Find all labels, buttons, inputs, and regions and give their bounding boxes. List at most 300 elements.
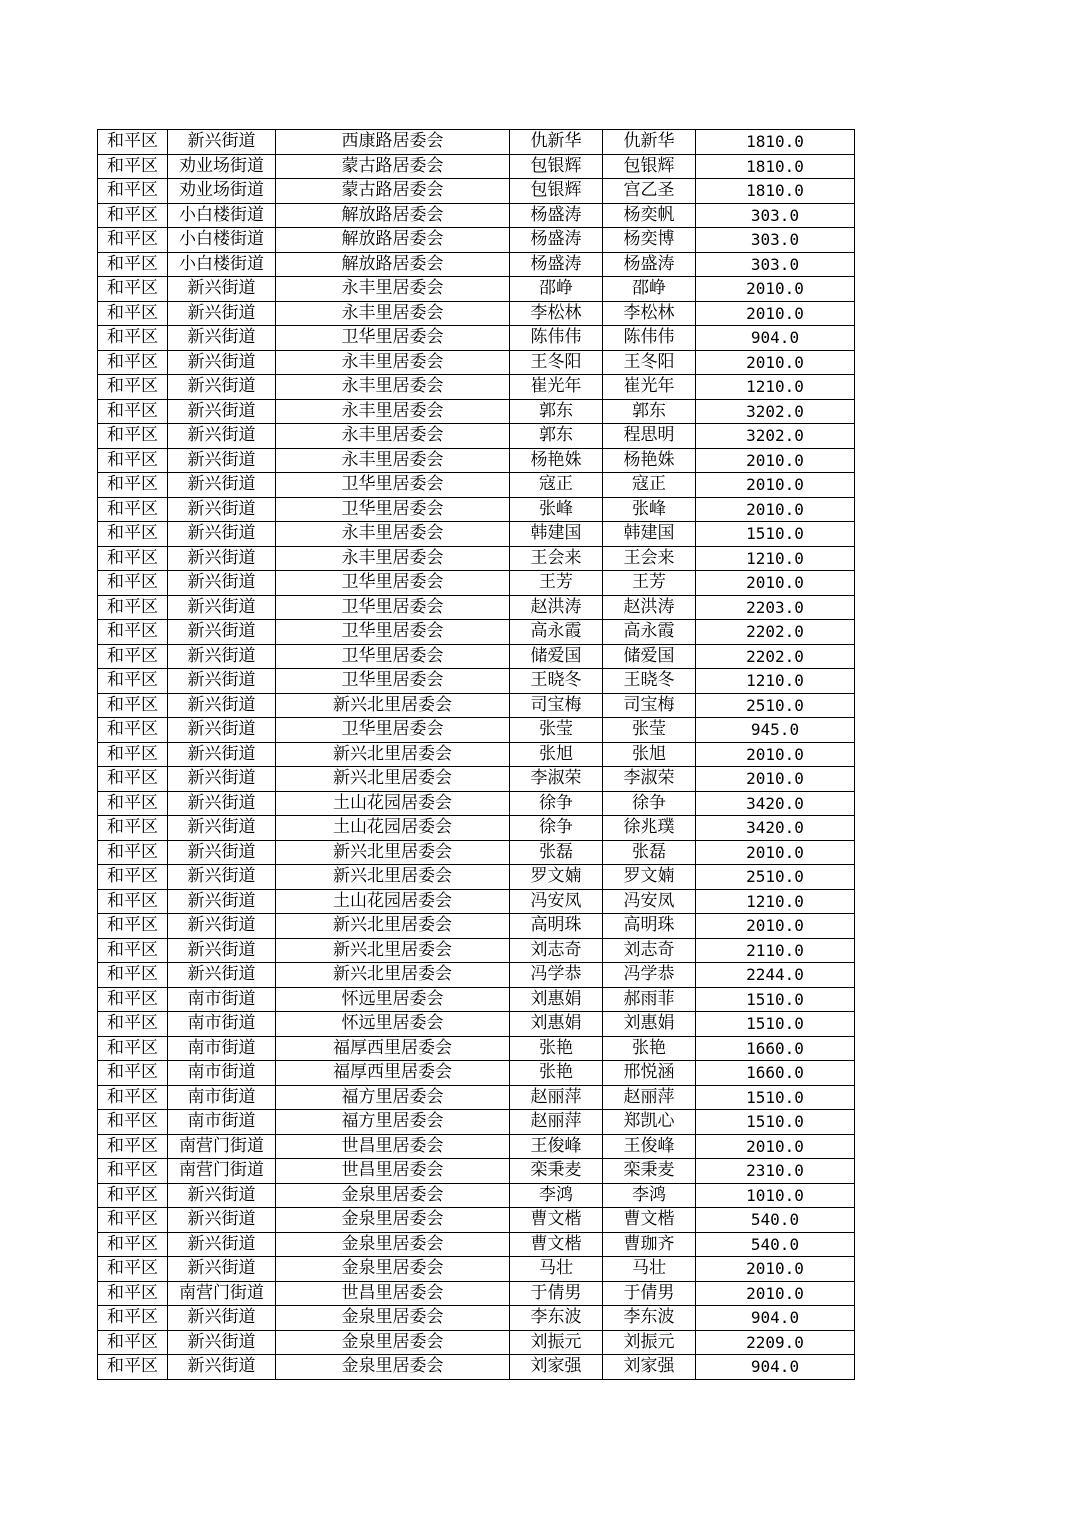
member-cell: 赵洪涛 [603,595,696,620]
table-row [98,154,855,179]
street-cell: 新兴街道 [168,816,276,841]
member-cell: 高明珠 [603,914,696,939]
street-cell: 新兴街道 [168,865,276,890]
district-cell: 和平区 [98,693,168,718]
amount-cell: 945.0 [696,718,855,743]
amount-cell: 3420.0 [696,791,855,816]
district-cell: 和平区 [98,203,168,228]
applicant-cell: 崔光年 [510,375,603,400]
member-cell: 马壮 [603,1257,696,1282]
table-row [98,669,855,694]
street-cell: 新兴街道 [168,326,276,351]
street-cell: 新兴街道 [168,767,276,792]
street-cell: 新兴街道 [168,693,276,718]
table-row [98,914,855,939]
amount-cell: 2010.0 [696,571,855,596]
amount-cell: 3202.0 [696,424,855,449]
table-row [98,1012,855,1037]
table-row [98,497,855,522]
district-cell: 和平区 [98,1085,168,1110]
committee-cell: 金泉里居委会 [276,1183,510,1208]
committee-cell: 永丰里居委会 [276,277,510,302]
table-row [98,718,855,743]
street-cell: 南市街道 [168,1036,276,1061]
amount-cell: 2110.0 [696,938,855,963]
applicant-cell: 王芳 [510,571,603,596]
applicant-cell: 包银辉 [510,154,603,179]
committee-cell: 金泉里居委会 [276,1355,510,1380]
amount-cell: 540.0 [696,1232,855,1257]
street-cell: 新兴街道 [168,399,276,424]
member-cell: 郝雨菲 [603,987,696,1012]
table-row [98,130,855,155]
district-cell: 和平区 [98,326,168,351]
committee-cell: 世昌里居委会 [276,1281,510,1306]
amount-cell: 1510.0 [696,1110,855,1135]
committee-cell: 土山花园居委会 [276,791,510,816]
table-row [98,522,855,547]
street-cell: 新兴街道 [168,1355,276,1380]
amount-cell: 2310.0 [696,1159,855,1184]
amount-cell: 2202.0 [696,620,855,645]
street-cell: 南营门街道 [168,1281,276,1306]
table-row [98,277,855,302]
district-cell: 和平区 [98,718,168,743]
table-row [98,987,855,1012]
district-cell: 和平区 [98,1183,168,1208]
street-cell: 新兴街道 [168,130,276,155]
member-cell: 高永霞 [603,620,696,645]
committee-cell: 新兴北里居委会 [276,865,510,890]
committee-cell: 金泉里居委会 [276,1330,510,1355]
street-cell: 新兴街道 [168,375,276,400]
street-cell: 小白楼街道 [168,228,276,253]
district-cell: 和平区 [98,1110,168,1135]
district-cell: 和平区 [98,840,168,865]
amount-cell: 2010.0 [696,448,855,473]
member-cell: 郭东 [603,399,696,424]
member-cell: 司宝梅 [603,693,696,718]
applicant-cell: 于倩男 [510,1281,603,1306]
applicant-cell: 司宝梅 [510,693,603,718]
committee-cell: 卫华里居委会 [276,595,510,620]
applicant-cell: 张峰 [510,497,603,522]
amount-cell: 3420.0 [696,816,855,841]
applicant-cell: 李东波 [510,1306,603,1331]
district-cell: 和平区 [98,1257,168,1282]
street-cell: 新兴街道 [168,424,276,449]
amount-cell: 303.0 [696,203,855,228]
table-row [98,1330,855,1355]
applicant-cell: 韩建国 [510,522,603,547]
member-cell: 徐争 [603,791,696,816]
amount-cell: 2010.0 [696,742,855,767]
applicant-cell: 张磊 [510,840,603,865]
member-cell: 张莹 [603,718,696,743]
street-cell: 新兴街道 [168,1257,276,1282]
table-row [98,375,855,400]
table-body [98,130,855,1380]
table-row [98,1257,855,1282]
street-cell: 新兴街道 [168,1183,276,1208]
member-cell: 王冬阳 [603,350,696,375]
applicant-cell: 储爱国 [510,644,603,669]
table-row [98,448,855,473]
table-row [98,865,855,890]
applicant-cell: 曹文楷 [510,1208,603,1233]
applicant-cell: 赵丽萍 [510,1085,603,1110]
committee-cell: 永丰里居委会 [276,448,510,473]
street-cell: 新兴街道 [168,840,276,865]
street-cell: 新兴街道 [168,350,276,375]
street-cell: 新兴街道 [168,1232,276,1257]
street-cell: 新兴街道 [168,669,276,694]
member-cell: 程思明 [603,424,696,449]
amount-cell: 2010.0 [696,473,855,498]
district-cell: 和平区 [98,179,168,204]
member-cell: 徐兆璞 [603,816,696,841]
applicant-cell: 张艳 [510,1036,603,1061]
amount-cell: 1810.0 [696,154,855,179]
district-cell: 和平区 [98,987,168,1012]
table-row [98,252,855,277]
committee-cell: 永丰里居委会 [276,522,510,547]
applicant-cell: 徐争 [510,791,603,816]
table-row [98,424,855,449]
table-row [98,301,855,326]
amount-cell: 2203.0 [696,595,855,620]
district-cell: 和平区 [98,399,168,424]
street-cell: 新兴街道 [168,497,276,522]
applicant-cell: 罗文婻 [510,865,603,890]
amount-cell: 303.0 [696,228,855,253]
amount-cell: 1510.0 [696,1085,855,1110]
applicant-cell: 冯安凤 [510,889,603,914]
member-cell: 曹文楷 [603,1208,696,1233]
committee-cell: 世昌里居委会 [276,1159,510,1184]
member-cell: 陈伟伟 [603,326,696,351]
district-cell: 和平区 [98,1355,168,1380]
street-cell: 南市街道 [168,1110,276,1135]
committee-cell: 永丰里居委会 [276,399,510,424]
amount-cell: 1510.0 [696,987,855,1012]
district-cell: 和平区 [98,252,168,277]
street-cell: 南市街道 [168,1012,276,1037]
applicant-cell: 曹文楷 [510,1232,603,1257]
table-row [98,816,855,841]
member-cell: 张峰 [603,497,696,522]
amount-cell: 1810.0 [696,130,855,155]
district-cell: 和平区 [98,742,168,767]
applicant-cell: 杨盛涛 [510,252,603,277]
member-cell: 刘志奇 [603,938,696,963]
table-row [98,1134,855,1159]
applicant-cell: 杨艳姝 [510,448,603,473]
street-cell: 新兴街道 [168,742,276,767]
district-cell: 和平区 [98,963,168,988]
applicant-cell: 刘振元 [510,1330,603,1355]
member-cell: 宫乙圣 [603,179,696,204]
district-cell: 和平区 [98,424,168,449]
street-cell: 新兴街道 [168,1330,276,1355]
district-cell: 和平区 [98,1281,168,1306]
member-cell: 郑凯心 [603,1110,696,1135]
committee-cell: 卫华里居委会 [276,644,510,669]
member-cell: 杨艳姝 [603,448,696,473]
district-cell: 和平区 [98,767,168,792]
committee-cell: 新兴北里居委会 [276,914,510,939]
amount-cell: 904.0 [696,1355,855,1380]
amount-cell: 1510.0 [696,522,855,547]
member-cell: 李鸿 [603,1183,696,1208]
applicant-cell: 栾秉麦 [510,1159,603,1184]
committee-cell: 金泉里居委会 [276,1232,510,1257]
committee-cell: 新兴北里居委会 [276,742,510,767]
committee-cell: 解放路居委会 [276,203,510,228]
table-row [98,1306,855,1331]
street-cell: 新兴街道 [168,938,276,963]
amount-cell: 2209.0 [696,1330,855,1355]
district-cell: 和平区 [98,644,168,669]
district-cell: 和平区 [98,1061,168,1086]
committee-cell: 新兴北里居委会 [276,693,510,718]
street-cell: 新兴街道 [168,644,276,669]
applicant-cell: 刘家强 [510,1355,603,1380]
street-cell: 新兴街道 [168,301,276,326]
committee-cell: 土山花园居委会 [276,889,510,914]
committee-cell: 新兴北里居委会 [276,963,510,988]
applicant-cell: 郭东 [510,399,603,424]
member-cell: 仇新华 [603,130,696,155]
amount-cell: 540.0 [696,1208,855,1233]
committee-cell: 卫华里居委会 [276,473,510,498]
district-cell: 和平区 [98,938,168,963]
committee-cell: 西康路居委会 [276,130,510,155]
member-cell: 李淑荣 [603,767,696,792]
applicant-cell: 高明珠 [510,914,603,939]
applicant-cell: 杨盛涛 [510,228,603,253]
table-row [98,1110,855,1135]
district-cell: 和平区 [98,350,168,375]
street-cell: 劝业场街道 [168,154,276,179]
table-row [98,767,855,792]
street-cell: 南市街道 [168,987,276,1012]
amount-cell: 1210.0 [696,546,855,571]
table-row [98,1036,855,1061]
amount-cell: 1660.0 [696,1061,855,1086]
street-cell: 小白楼街道 [168,203,276,228]
district-cell: 和平区 [98,277,168,302]
committee-cell: 解放路居委会 [276,228,510,253]
member-cell: 冯学恭 [603,963,696,988]
member-cell: 王会来 [603,546,696,571]
district-cell: 和平区 [98,816,168,841]
member-cell: 栾秉麦 [603,1159,696,1184]
amount-cell: 1510.0 [696,1012,855,1037]
member-cell: 王晓冬 [603,669,696,694]
amount-cell: 2010.0 [696,767,855,792]
member-cell: 杨奕博 [603,228,696,253]
district-cell: 和平区 [98,1012,168,1037]
amount-cell: 1810.0 [696,179,855,204]
member-cell: 韩建国 [603,522,696,547]
committee-cell: 蒙古路居委会 [276,154,510,179]
applicant-cell: 刘惠娟 [510,987,603,1012]
amount-cell: 2202.0 [696,644,855,669]
district-cell: 和平区 [98,522,168,547]
member-cell: 杨盛涛 [603,252,696,277]
street-cell: 新兴街道 [168,448,276,473]
member-cell: 张艳 [603,1036,696,1061]
applicant-cell: 高永霞 [510,620,603,645]
amount-cell: 1010.0 [696,1183,855,1208]
member-cell: 储爱国 [603,644,696,669]
street-cell: 南营门街道 [168,1159,276,1184]
applicant-cell: 赵丽萍 [510,1110,603,1135]
street-cell: 新兴街道 [168,718,276,743]
district-cell: 和平区 [98,571,168,596]
district-cell: 和平区 [98,620,168,645]
street-cell: 新兴街道 [168,277,276,302]
table-row [98,228,855,253]
amount-cell: 2010.0 [696,914,855,939]
street-cell: 新兴街道 [168,620,276,645]
committee-cell: 永丰里居委会 [276,375,510,400]
applicant-cell: 张艳 [510,1061,603,1086]
amount-cell: 2010.0 [696,1257,855,1282]
member-cell: 邢悦涵 [603,1061,696,1086]
table-row [98,203,855,228]
committee-cell: 卫华里居委会 [276,326,510,351]
member-cell: 王芳 [603,571,696,596]
applicant-cell: 杨盛涛 [510,203,603,228]
street-cell: 小白楼街道 [168,252,276,277]
committee-cell: 世昌里居委会 [276,1134,510,1159]
district-cell: 和平区 [98,791,168,816]
amount-cell: 2510.0 [696,865,855,890]
table-row [98,840,855,865]
amount-cell: 904.0 [696,1306,855,1331]
table-row [98,938,855,963]
member-cell: 包银辉 [603,154,696,179]
district-cell: 和平区 [98,228,168,253]
table-row [98,1281,855,1306]
table-row [98,350,855,375]
district-cell: 和平区 [98,669,168,694]
committee-cell: 怀远里居委会 [276,987,510,1012]
district-cell: 和平区 [98,1232,168,1257]
district-cell: 和平区 [98,1036,168,1061]
committee-cell: 卫华里居委会 [276,669,510,694]
committee-cell: 蒙古路居委会 [276,179,510,204]
amount-cell: 2010.0 [696,840,855,865]
street-cell: 新兴街道 [168,595,276,620]
member-cell: 刘惠娟 [603,1012,696,1037]
street-cell: 新兴街道 [168,1208,276,1233]
amount-cell: 904.0 [696,326,855,351]
table-row [98,595,855,620]
committee-cell: 新兴北里居委会 [276,767,510,792]
table-row [98,399,855,424]
committee-cell: 永丰里居委会 [276,546,510,571]
district-cell: 和平区 [98,889,168,914]
street-cell: 新兴街道 [168,546,276,571]
district-cell: 和平区 [98,154,168,179]
street-cell: 南市街道 [168,1085,276,1110]
amount-cell: 2010.0 [696,350,855,375]
committee-cell: 永丰里居委会 [276,301,510,326]
applicant-cell: 马壮 [510,1257,603,1282]
member-cell: 曹珈齐 [603,1232,696,1257]
committee-cell: 解放路居委会 [276,252,510,277]
district-cell: 和平区 [98,1159,168,1184]
amount-cell: 2010.0 [696,277,855,302]
table-row [98,1208,855,1233]
amount-cell: 3202.0 [696,399,855,424]
table-row [98,1355,855,1380]
applicant-cell: 刘志奇 [510,938,603,963]
district-cell: 和平区 [98,1208,168,1233]
street-cell: 南营门街道 [168,1134,276,1159]
table-row [98,1232,855,1257]
applicant-cell: 陈伟伟 [510,326,603,351]
table-row [98,693,855,718]
member-cell: 冯安凤 [603,889,696,914]
table-row [98,473,855,498]
applicant-cell: 张旭 [510,742,603,767]
committee-cell: 永丰里居委会 [276,424,510,449]
committee-cell: 福厚西里居委会 [276,1036,510,1061]
committee-cell: 卫华里居委会 [276,620,510,645]
amount-cell: 2010.0 [696,1281,855,1306]
committee-cell: 福方里居委会 [276,1085,510,1110]
applicant-cell: 张莹 [510,718,603,743]
amount-cell: 303.0 [696,252,855,277]
member-cell: 寇正 [603,473,696,498]
table-row [98,620,855,645]
member-cell: 赵丽萍 [603,1085,696,1110]
district-cell: 和平区 [98,497,168,522]
committee-cell: 永丰里居委会 [276,350,510,375]
committee-cell: 福厚西里居委会 [276,1061,510,1086]
table-row [98,1061,855,1086]
committee-cell: 怀远里居委会 [276,1012,510,1037]
street-cell: 新兴街道 [168,473,276,498]
member-cell: 崔光年 [603,375,696,400]
amount-cell: 1210.0 [696,669,855,694]
applicant-cell: 李鸿 [510,1183,603,1208]
applicant-cell: 王晓冬 [510,669,603,694]
applicant-cell: 冯学恭 [510,963,603,988]
district-cell: 和平区 [98,301,168,326]
member-cell: 李松林 [603,301,696,326]
applicant-cell: 徐争 [510,816,603,841]
applicant-cell: 包银辉 [510,179,603,204]
member-cell: 张磊 [603,840,696,865]
table-row [98,179,855,204]
member-cell: 李东波 [603,1306,696,1331]
applicant-cell: 王冬阳 [510,350,603,375]
applicant-cell: 李松林 [510,301,603,326]
amount-cell: 2244.0 [696,963,855,988]
amount-cell: 2510.0 [696,693,855,718]
street-cell: 新兴街道 [168,914,276,939]
street-cell: 新兴街道 [168,1306,276,1331]
table-row [98,571,855,596]
amount-cell: 1210.0 [696,889,855,914]
applicant-cell: 李淑荣 [510,767,603,792]
district-cell: 和平区 [98,595,168,620]
